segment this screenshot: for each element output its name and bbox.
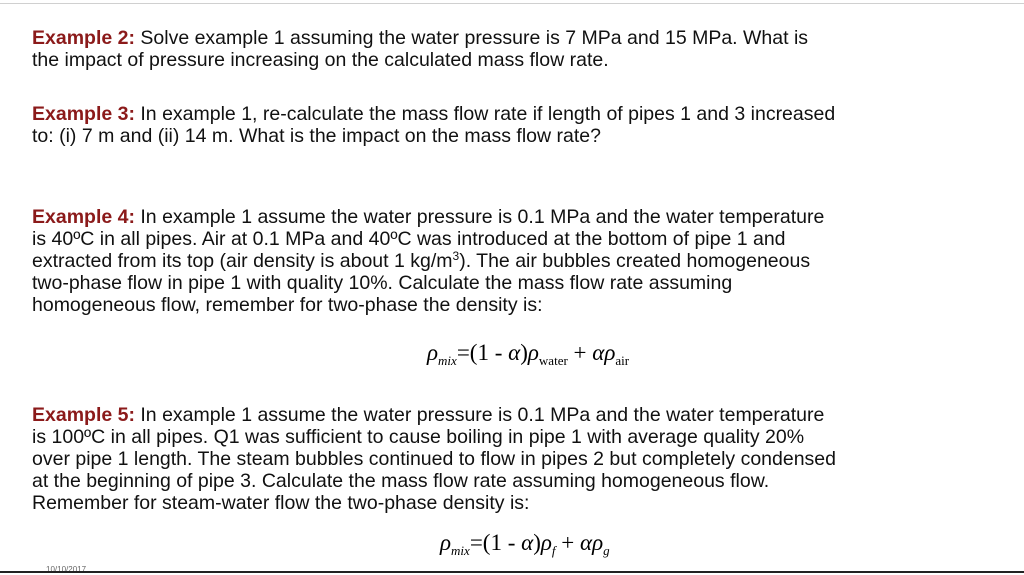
bottom-rule (0, 571, 1024, 573)
rho-symbol: ρ (604, 340, 616, 365)
superscript-3: 3 (452, 249, 460, 263)
subscript-g: g (603, 543, 610, 558)
alpha-symbol: α (521, 530, 534, 555)
example-5 (32, 404, 992, 514)
example-3 (32, 103, 992, 147)
alpha-symbol: α (508, 340, 521, 365)
subscript-mix: mix (451, 543, 470, 558)
rho-symbol: ρ (427, 340, 439, 365)
top-rule (0, 3, 1024, 4)
example-5-line-3: over pipe 1 length. The steam bubbles continued to flow in pipes 2 but completely condensed (32, 448, 836, 470)
example-4-line-3a: extracted from its top (air density is about 1 kg/m (32, 250, 453, 272)
example-2-line-1: Solve example 1 assuming the water pressure is 7 MPa and 15 MPa. What is (134, 27, 809, 49)
equation-part: =(1 - (456, 340, 509, 365)
example-4-label: Example 4: (32, 206, 135, 228)
example-2-line-2: the impact of pressure increasing on the calculated mass flow rate. (32, 49, 609, 71)
rho-symbol: ρ (440, 530, 452, 555)
subscript-mix: mix (438, 353, 457, 368)
alpha-symbol: α (580, 530, 593, 555)
example-4-line-4: two-phase flow in pipe 1 with quality 10%. Calculate the mass flow rate assuming (32, 272, 733, 294)
example-4 (32, 206, 992, 316)
rho-symbol: ρ (592, 530, 604, 555)
rho-symbol: ρ (527, 340, 539, 365)
subscript-f: f (551, 543, 556, 558)
equation-mix-density-water-air (427, 340, 629, 369)
example-5-line-4: at the beginning of pipe 3. Calculate the mass flow rate assuming homogeneous flow. (32, 470, 770, 492)
equation-mix-density-steam-water (440, 530, 610, 559)
example-4-line-2: is 40ºC in all pipes. Air at 0.1 MPa and 40ºC was introduced at the bottom of pipe 1 and (32, 228, 786, 250)
rho-symbol: ρ (540, 530, 552, 555)
equation-part: ) (520, 340, 528, 365)
example-2-label: Example 2: (32, 27, 135, 49)
example-2 (32, 27, 992, 71)
subscript-water: water (538, 353, 568, 368)
example-5-line-5: Remember for steam-water flow the two-phase density is: (32, 492, 530, 514)
equation-part: =(1 - (469, 530, 522, 555)
example-4-line-1: In example 1 assume the water pressure is 0.1 MPa and the water temperature (134, 206, 825, 228)
example-3-line-2: to: (i) 7 m and (ii) 14 m. What is the impact on the mass flow rate? (32, 125, 601, 147)
subscript-air: air (615, 353, 630, 368)
equation-part: + (555, 530, 581, 555)
footer-date: 10/10/2017 (46, 566, 87, 571)
alpha-symbol: α (592, 340, 605, 365)
example-4-line-5: homogeneous flow, remember for two-phase the density is: (32, 294, 543, 316)
equation-part: ) (533, 530, 541, 555)
equation-part: + (567, 340, 593, 365)
example-3-line-1: In example 1, re-calculate the mass flow rate if length of pipes 1 and 3 increased (134, 103, 836, 125)
example-5-label: Example 5: (32, 404, 135, 426)
example-5-line-1: In example 1 assume the water pressure is 0.1 MPa and the water temperature (134, 404, 825, 426)
example-4-line-3b: ). The air bubbles created homogeneous (459, 250, 811, 272)
example-5-line-2: is 100ºC in all pipes. Q1 was sufficient to cause boiling in pipe 1 with average quality 20% (32, 426, 805, 448)
example-3-label: Example 3: (32, 103, 135, 125)
